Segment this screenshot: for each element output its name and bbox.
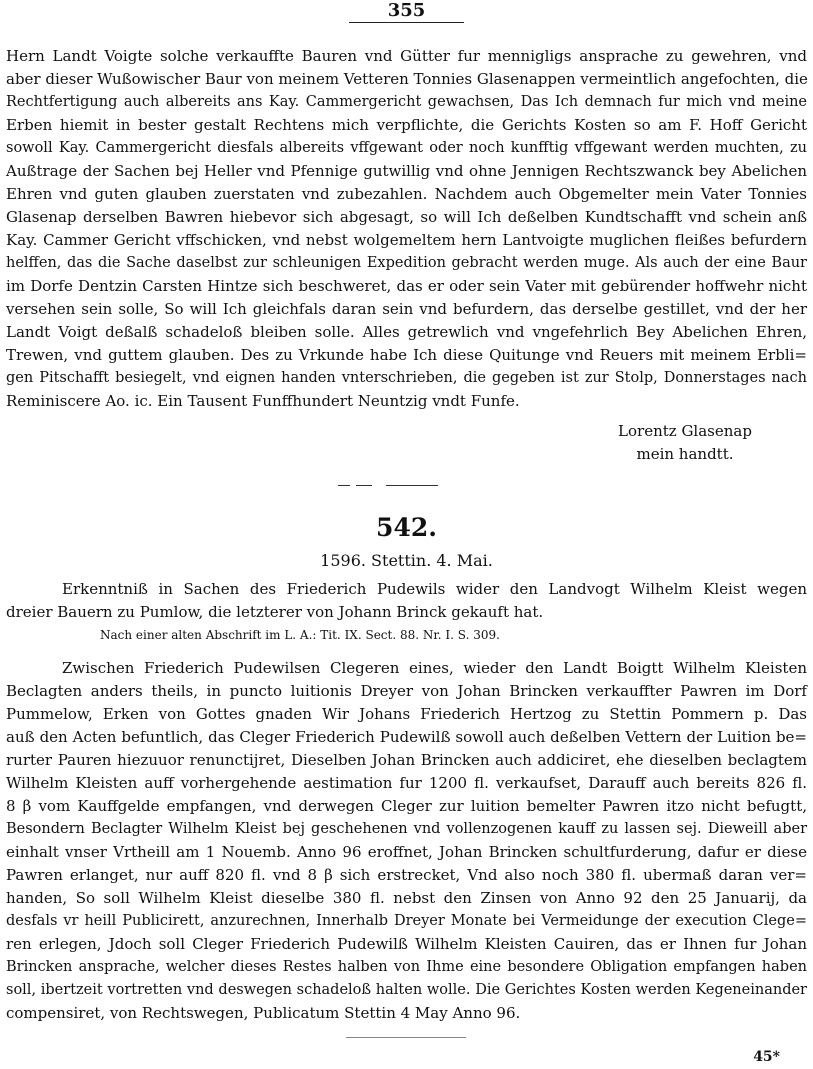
page-number: 355: [387, 0, 426, 21]
text-line: Außtrage der Sachen bej Heller vnd Pfennige gutwillig vnd ohne Jennigen Rechtszwanck bey Abelichen: [6, 162, 807, 180]
text-line: ren erlegen, Jdoch soll Cleger Friederich Pudewilß Wilhelm Kleisten Cauiren, das er Ihnen fur Johan: [6, 935, 807, 953]
text-line: gen Pitschafft besiegelt, vnd eignen handen vnterschrieben, die gegeben ist zur Stolp, Donnerstages nach: [6, 370, 807, 386]
text-line: Besondern Beclagter Wilhelm Kleist bej geschehenen vnd vollenzogenen kauff zu lassen sej. Dieweill aber: [6, 821, 807, 837]
document-number: 542.: [376, 513, 437, 542]
text-line: Pummelow, Erken von Gottes gnaden Wir Johans Friederich Hertzog zu Stettin Pommern p. Das: [6, 705, 807, 723]
text-line: Erben hiemit in bester gestalt Rechtens mich verpflichte, die Gerichts Kosten so am F. Hoff Gericht: [6, 116, 807, 134]
text-line: aber dieser Wußowischer Baur von meinem Vetteren Tonnies Glasenappen vermeintlich angefochten, die: [6, 70, 808, 88]
text-line: Kay. Cammer Gericht vffschicken, vnd nebst wolgemeltem hern Lantvoigte muglichen fleißes befurdern: [6, 231, 807, 249]
summary-line: dreier Bauern zu Pumlow, die letzterer von Johann Brinck gekauft hat.: [6, 603, 544, 621]
text-line: Ehren vnd guten glauben zuerstaten vnd zubezahlen. Nachdem auch Obgemelter mein Vater Tonnies: [6, 185, 807, 203]
text-line: rurter Pauren hiezuuor renunctijret, Dieselben Johan Brincken auch addiciret, ehe dieselben beclagtem: [6, 751, 807, 769]
source-note: Nach einer alten Abschrift im L. A.: Tit. IX. Sect. 88. Nr. I. S. 309.: [100, 628, 500, 642]
signature-name: Lorentz Glasenap: [618, 422, 752, 440]
text-line: Zwischen Friederich Pudewilsen Clegeren eines, wieder den Landt Boigtt Wilhelm Kleisten: [62, 659, 807, 677]
text-line: Hern Landt Voigte solche verkauffte Bauren vnd Gütter fur mennigligs ansprache zu gewehren, vnd: [6, 47, 807, 65]
summary-line: Erkenntniß in Sachen des Friederich Pudewils wider den Landvogt Wilhelm Kleist wegen: [62, 580, 807, 598]
text-line: sowoll Kay. Cammergericht diesfals albereits vffgewant oder noch kunfftig vffgewant werden muchten, zu: [6, 140, 807, 156]
signature-note: mein handtt.: [636, 445, 734, 463]
text-line: Beclagten anders theils, in puncto luitionis Dreyer von Johan Brincken verkauffter Pawren im Dorf: [6, 682, 807, 700]
text-line: desfals vr heill Publicirett, anzurechnen, Innerhalb Dreyer Monate bei Vermeidunge der execution Clege=: [6, 913, 807, 929]
text-line: Trewen, vnd guttem glauben. Des zu Vrkunde habe Ich diese Quitunge vnd Reuers mit meinem Erbli=: [6, 346, 807, 364]
text-line: helffen, das die Sache daselbst zur schleunigen Expedition gebracht werden muge. Als auch der eine Baur: [6, 255, 807, 271]
bottom-divider: [346, 1037, 466, 1038]
text-line: compensiret, von Rechtswegen, Publicatum Stettin 4 May Anno 96.: [6, 1004, 521, 1022]
text-line: Wilhelm Kleisten auff vorhergehende aestimation fur 1200 fl. verkaufset, Darauff auch bereits 826 fl.: [6, 774, 807, 792]
text-line: Pawren erlanget, nur auff 820 fl. vnd 8 β sich erstrecket, Vnd also noch 380 fl. ubermaß daran ver=: [6, 866, 807, 884]
text-line: soll, ibertzeit vortretten vnd deswegen schadeloß halten wolle. Die Gerichtes Kosten werden Kegeneinander: [6, 982, 807, 998]
text-line: Landt Voigt deßalß schadeloß bleiben solle. Alles getrewlich vnd vngefehrlich Bey Abelichen Ehren,: [6, 323, 807, 341]
text-line: auß den Acten befuntlich, das Cleger Friederich Pudewilß sowoll auch deßelben Vettern der Luition be=: [6, 728, 807, 746]
text-line: 8 β vom Kauffgelde empfangen, vnd derwegen Cleger zur luition bemelter Pawren itzo nicht befugtt,: [6, 797, 807, 815]
text-line: Brincken ansprache, welcher dieses Restes halben von Ihme eine besondere Obligation empfangen haben: [6, 959, 807, 975]
footer-signature-mark: 45*: [753, 1049, 780, 1065]
document-date: 1596. Stettin. 4. Mai.: [320, 551, 493, 570]
text-line: versehen sein solle, So will Ich gleichfals daran sein vnd befurdern, das derselbe gestillet, vnd der her: [6, 300, 807, 318]
text-line: Rechtfertigung auch albereits ans Kay. Cammergericht gewachsen, Das Ich demnach fur mich vnd meine: [6, 94, 807, 110]
text-line: im Dorfe Dentzin Carsten Hintze sich beschweret, das er oder sein Vater mit gebürender hoffwehr nicht: [6, 277, 807, 295]
text-line: einhalt vnser Vrtheill am 1 Nouemb. Anno 96 eroffnet, Johan Brincken schultfurderung, dafur er diese: [6, 843, 807, 861]
text-line: Glasenap derselben Bawren hiebevor sich abgesagt, so will Ich deßelben Kundtschafft vnd schein anß: [6, 208, 807, 226]
header-rule: [349, 22, 464, 23]
text-line: Reminiscere Ao. ic. Ein Tausent Funffhundert Neuntzig vndt Funfe.: [6, 392, 520, 410]
text-line: handen, So soll Wilhelm Kleist dieselbe 380 fl. nebst den Zinsen von Anno 92 den 25 Januarij, da: [6, 889, 807, 907]
